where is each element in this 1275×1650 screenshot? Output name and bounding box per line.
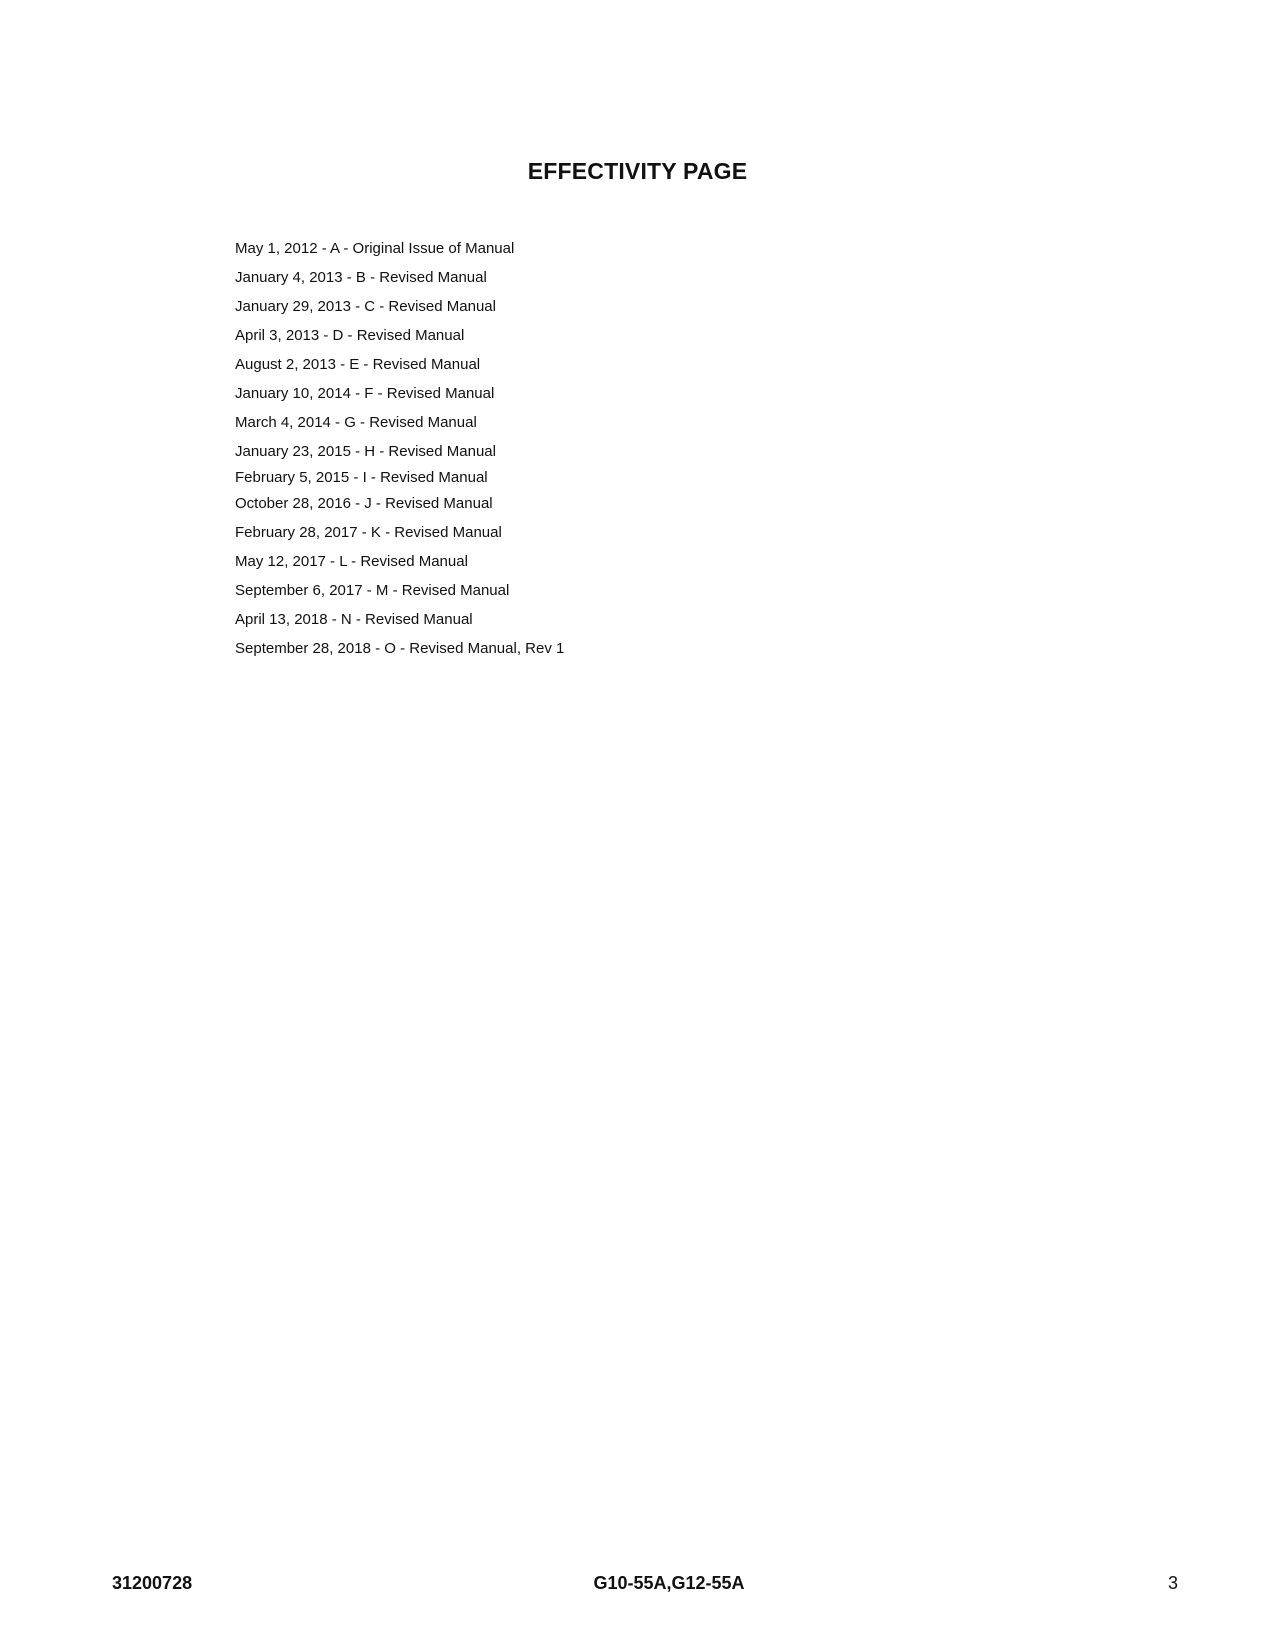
revision-entry: September 28, 2018 - O - Revised Manual, Rev 1 <box>235 640 565 657</box>
page-title: EFFECTIVITY PAGE <box>527 158 748 184</box>
revision-entry: February 28, 2017 - K - Revised Manual <box>235 524 502 541</box>
revision-entry: August 2, 2013 - E - Revised Manual <box>235 356 481 373</box>
revision-entry: May 12, 2017 - L - Revised Manual <box>235 553 468 570</box>
revision-entry: March 4, 2014 - G - Revised Manual <box>235 414 477 431</box>
footer-page-number: 3 <box>1168 1573 1179 1593</box>
revision-entry: October 28, 2016 - J - Revised Manual <box>235 495 493 512</box>
revision-entry: January 10, 2014 - F - Revised Manual <box>235 385 495 402</box>
revision-entry: May 1, 2012 - A - Original Issue of Manual <box>235 240 515 257</box>
revision-entry: January 4, 2013 - B - Revised Manual <box>235 269 487 286</box>
revision-entry: January 29, 2013 - C - Revised Manual <box>235 298 496 315</box>
revision-entry: April 3, 2013 - D - Revised Manual <box>235 327 465 344</box>
revision-entry: September 6, 2017 - M - Revised Manual <box>235 582 510 599</box>
revision-entry: February 5, 2015 - I - Revised Manual <box>235 469 488 486</box>
revision-entry: January 23, 2015 - H - Revised Manual <box>235 443 496 460</box>
footer-document-number: 31200728 <box>112 1573 193 1593</box>
revision-entry: April 13, 2018 - N - Revised Manual <box>235 611 473 628</box>
footer-models: G10-55A,G12-55A <box>593 1573 745 1593</box>
